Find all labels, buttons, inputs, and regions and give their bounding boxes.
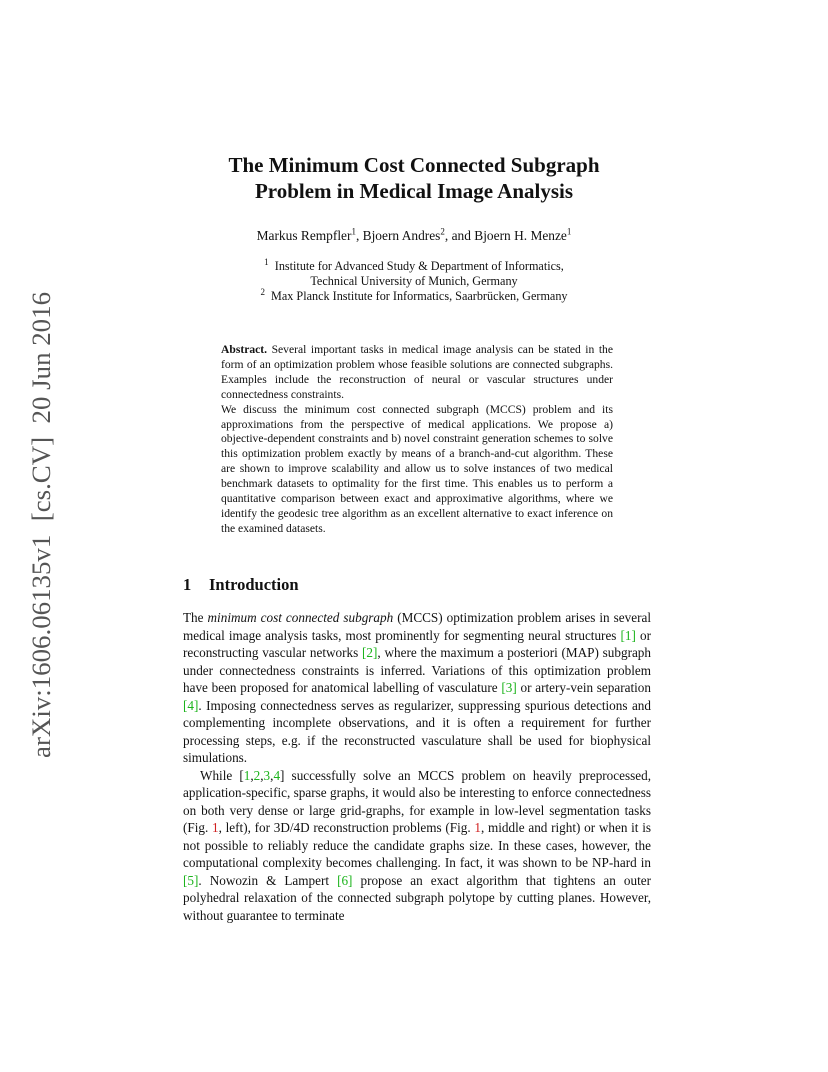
citation-link[interactable]: 3 — [263, 767, 271, 783]
citation-link[interactable]: 1 — [243, 767, 251, 783]
text-run: The — [183, 610, 208, 625]
text-run: , middle and right) or when it is not possible to reliably reduce the candidate graphs size. In these cases, however, the computational complexity becomes challenging. In fact, it was shown to be NP-hard in — [183, 820, 652, 870]
arxiv-sidebar-svg — [10, 290, 66, 760]
text-run: , where the maximum a posteriori (MAP) subgraph under connectedness constraints is inferred. Variations of this optimization problem have been proposed for anatomical labelling of vasculature — [183, 645, 651, 695]
text-run: , — [260, 767, 264, 783]
author-affil-sup: 2 — [440, 226, 445, 237]
figure-ref-link[interactable]: 1 — [212, 820, 219, 835]
section-title: Introduction — [209, 575, 299, 594]
affiliation-text: Institute for Advanced Study & Department of Informatics, — [274, 259, 564, 273]
affiliation-2 — [150, 286, 678, 304]
intro-paragraph-1 — [183, 609, 651, 767]
author-separator: , — [355, 228, 363, 243]
text-run: , — [270, 767, 274, 783]
author-name: Bjoern Andres — [362, 228, 441, 243]
author-affil-sup: 1 — [566, 226, 572, 237]
abstract — [221, 343, 613, 537]
citation-link[interactable]: [1] — [620, 627, 636, 643]
figure-ref-link[interactable]: 1 — [474, 820, 481, 835]
author-name: Markus Rempfler — [256, 228, 352, 243]
text-run: (MCCS) optimization problem arises in several medical image analysis tasks, most prominently for segmenting neural structures — [183, 610, 651, 643]
intro-paragraph-2 — [183, 767, 651, 925]
citation-link[interactable]: 2 — [253, 767, 261, 783]
text-run: propose an exact algorithm that tightens an outer polyhedral relaxation of the connected subgraph polytope by cutting planes. However, without guarantee to terminate — [183, 872, 651, 923]
arxiv-id-text: arXiv:1606.06135v1 [cs.CV] 20 Jun 2016 — [27, 307, 56, 758]
citation-link[interactable]: [2] — [362, 645, 378, 660]
author-list — [150, 228, 678, 244]
text-run: , left), for 3D/4D reconstruction problems (Fig. — [218, 820, 475, 835]
paper-title-line-1: The Minimum Cost Connected Subgraph — [228, 153, 600, 177]
abstract-paragraph-2: We discuss the minimum cost connected subgraph (MCCS) problem and its approximations from the perspective of medical applications. We propose a) objective-dependent constraints and b) novel constraint generation schemes to solve this optimization problem exactly by means of a branch-and-cut algorithm. These are shown to improve scalability and allow us to solve instances of two medical benchmark datasets to optimality for the first time. This enables us to perform a quantitative comparison between exact and approximative algorithms, where we identify the geodesic tree algorithm as an excellent alternative to exact inference on the examined datasets. — [221, 402, 613, 535]
abstract-text-1: Several important tasks in medical image analysis can be stated in the form of an optimization problem whose feasible solutions are connected subgraphs. Examples include the reconstruction of neural or vascular structures under connectedness constraints. — [221, 343, 613, 401]
citation-link[interactable]: [3] — [501, 680, 517, 695]
text-run: While [ — [200, 767, 244, 783]
citation-link[interactable]: [4] — [183, 697, 199, 713]
author-affil-sup: 1 — [351, 226, 356, 237]
text-run: or reconstructing vascular networks — [183, 627, 651, 660]
introduction-body — [183, 609, 651, 924]
text-run: . Nowozin & Lampert — [198, 872, 338, 888]
citation-link[interactable]: 4 — [273, 767, 281, 783]
affiliation-text: Max Planck Institute for Informatics, Saarbrücken, Germany — [271, 289, 568, 303]
affiliation-1-line-2: Technical University of Munich, Germany — [310, 274, 518, 288]
abstract-paragraph-1 — [221, 343, 613, 403]
affiliation-1-line-1 — [150, 256, 678, 274]
section-heading — [183, 575, 299, 595]
paper-title-line-2: Problem in Medical Image Analysis — [254, 179, 574, 203]
abstract-label: Abstract. — [221, 343, 268, 356]
author-separator: , and — [444, 228, 475, 243]
text-run: or artery-vein separation — [516, 680, 651, 695]
text-run: . Imposing connectedness serves as regularizer, suppressing spurious detections and complementing incomplete observations, and it is often a requirement for further processing steps, e.g. if the reconstructed vasculature shall be used for biophysical simulations. — [183, 697, 651, 765]
text-run: ] successfully solve an MCCS problem on heavily preprocessed, application-specific, sparse graphs, it would also be interesting to enforce connectedness on both very dense or large grid-graphs, for example in low-level segmentation tasks (Fig. — [183, 767, 651, 835]
affiliation-sup: 2 — [260, 286, 265, 297]
citation-link[interactable]: [5] — [183, 872, 199, 888]
citation-group — [200, 768, 280, 783]
section-number: 1 — [183, 575, 192, 594]
text-run: , — [250, 767, 254, 783]
arxiv-sidebar-identifier — [10, 290, 66, 760]
author-name: Bjoern H. Menze — [474, 228, 567, 243]
affiliation-sup: 1 — [264, 256, 269, 267]
citation-link[interactable]: [6] — [337, 872, 353, 888]
emphasis-term: minimum cost connected subgraph — [207, 610, 394, 625]
